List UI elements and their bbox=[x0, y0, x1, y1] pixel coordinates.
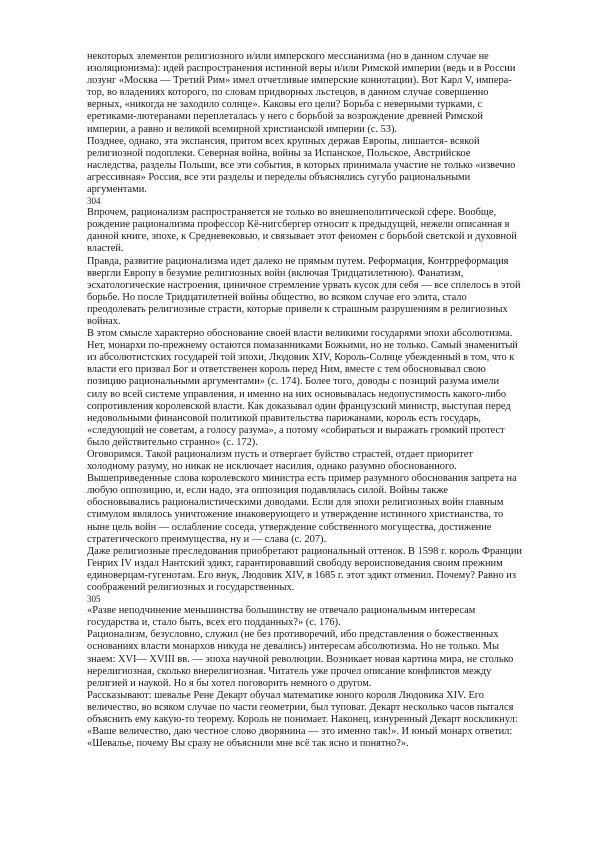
paragraph: Правда, развитие рационализма идет далеко не прямым путем. Реформация, Контрреформация ввергли Европу в безумие религиозных войн (включая Тридцатилетнюю). Фанатизм, эсхатологические настроения, циничное стремление урвать кусок для себя — все сплелось в этой борьбе. Но после Тридцатилетней войны общество, во всяком случае его элита, стало преодолевать религиозные страсти, которые привели к страшным разрушениям в религиозных войнах. bbox=[87, 255, 521, 327]
paragraph: Позднее, однако, эта экспансия, притом всех крупных держав Европы, лишается- всякой религиозной подоплеки. Северная война, войны за Испанское, Польское, Австрийское наследства, разделы Польши, все эти события, в которых принимала участие не только «извечно агрессивная» Россия, все эти разделы и переделы объяснялись сугубо рациональными аргументами. bbox=[87, 135, 516, 196]
paragraph: Даже религиозные преследования приобретают рациональный оттенок. В 1598 г. король Франции Генрих IV издал Нантский эдикт, гарантировавший свободу вероисповедания своим прежним единоверцам-гугенотам. Его внук, Людовик XIV, в 1685 г. этот эдикт отменил. Почему? Равно из соображений религиозных и государственных. bbox=[87, 545, 522, 594]
paragraph: Рационализм, безусловно, служил (не без противоречий, ибо представления о божественных основаниях власти монархов никуда не девались) интересам абсолютизма. Но не только. Мы знаем: XVI— XVIII вв. — эпоха научной революции. Возникает новая картина мира, не столько нерелигиозная, сколько внерелигиозная. Читатель уже прочел описание конфликтов между религией и наукой. Но я бы хотел поговорить немного о другом. bbox=[87, 629, 514, 689]
paragraph: В этом смысле характерно обоснование своей власти великими государями эпохи абсолютизма. Нет, монархи по-прежнему остаются помазанниками Божьими, но не только. Самый знаменитый из абсолютистских государей той эпохи, Людовик XIV, Король-Солнце убежденный в том, что к власти его призвал Бог и ответственен король перед Ним, вместе с тем обосновывал свою позицию рациональными аргументами» (с. 174). Более того, доводы с позиций разума имели силу во всей системе управления, и именно на них основывалась недопустимость какого-либо сопротивления королевской власти. Как доказывал один французский министр, выступая перед недовольными финансовой политикой правительства парижанами, король есть государь, «следующий не советам, а голосу разума», а потому «собираться и выражать громкий протест было действительно странно» (с. 172). bbox=[87, 328, 518, 448]
paragraph: Рассказывают: шевалье Рене Декарт обучал математике юного короля Людовика XIV. Его величество, во всяком случае по части геометрии, был туповат. Декарт несколько часов пытался объяснить ему какую-то теорему. Король не понимает. Наконец, изнуренный Декарт воскликнул: «Ваше величество, даю честное слово дворянина — это именно так!». И юный монарх ответил: «Шевалье, почему Вы сразу не объяснили мне всё так ясно и понятно?». bbox=[87, 689, 518, 750]
paragraph: «Разве неподчинение меньшинства большинству не отвечало рациональным интересам государства и, стало быть, всех его подданных?» (с. 176). bbox=[87, 605, 476, 629]
page-number: 305 bbox=[87, 594, 101, 605]
document-page bbox=[87, 51, 522, 750]
paragraph: некоторых элементов религиозного и/или имперского мессианизма (но в данном случае не изоляционизма): идей распространения истинной веры и/или Римской империи (ведь и в России лозунг «Москва — Третий Рим» имел отчетливые имперские коннотации). Вот Карл V, импера-тор, во владениях которого, по словам придворных льстецов, в данном случае совершенно верных, «никогда не заходило солнце». Каковы его цели? Борьба с неверными турками, с еретиками-лютеранами переплеталась у него с борьбой за возрождение древней Римской империи, а равно и великой всемирной христианской империи (с. 53). bbox=[87, 51, 516, 135]
paragraph: Оговоримся. Такой рационализм пусть и отвергает буйство страстей, отдает приоритет холодному разуму, но никак не исключает насилия, однако разумно обоснованного. Вышеприведенные слова королевского министра есть пример разумного обоснования запрета на любую оппозицию, и, если надо, эта оппозиция подавлялась силой. Войны также обосновывались рационалистическими доводами. Если для эпохи религиозных войн главным стимулом являлось уничтожение инаковерующего и утверждение истинного христианства, то ныне цель войн — ослабление соседа, утверждение собственного могущества, достижение стратегического преимущества, ну и — слава (с. 207). bbox=[87, 449, 517, 545]
page-number: 304 bbox=[87, 196, 101, 207]
paragraph: Впрочем, рационализм распространяется не только во внешнеполитической сфере. Вообще, рождение рационализма профессор Кё-нигсбергер относит к предыдущей, нежели описанная в данной книге, эпохе, к Средневековью, и связывает этот феномен с борьбой светской и духовной властей. bbox=[87, 207, 517, 255]
